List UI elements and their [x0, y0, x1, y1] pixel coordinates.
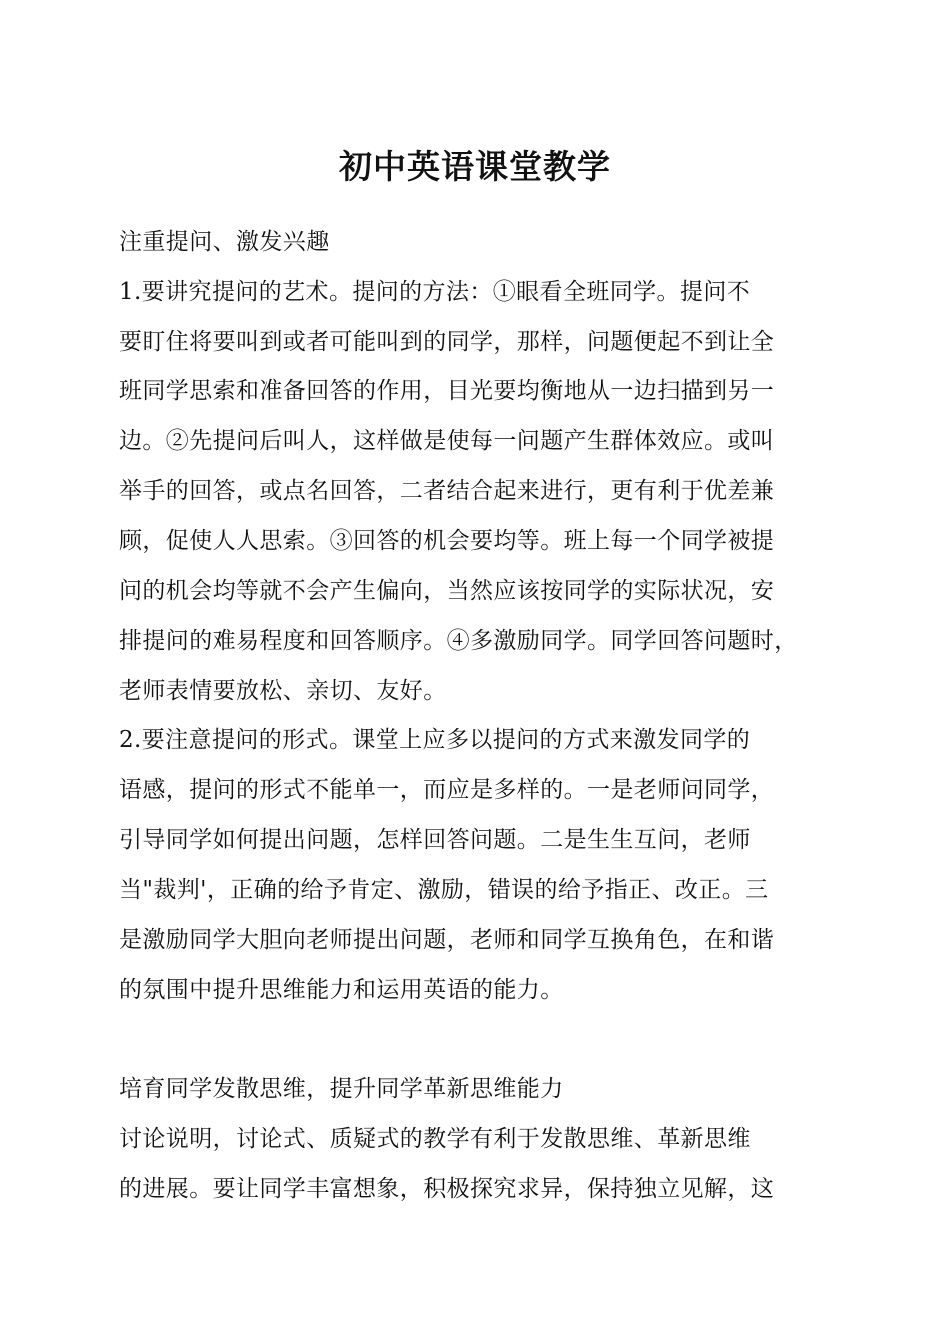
paragraph-line: 的氛围中提升思维能力和运用英语的能力。 [119, 977, 564, 1003]
document-title: 初中英语课堂教学 [339, 147, 611, 186]
paragraph-line: 讨论说明，讨论式、质疑式的教学有利于发散思维、革新思维 [119, 1126, 751, 1152]
paragraph-line: 老师表情要放松、亲切、友好。 [119, 678, 447, 704]
paragraph-line: 举手的回答，或点名回答，二者结合起来进行，更有利于优差兼 [119, 478, 775, 504]
paragraph-line: 2.要注意提问的形式。课堂上应多以提问的方式来激发同学的 [119, 727, 751, 753]
paragraph-line: 顾，促使人人思索。③回答的机会要均等。班上每一个同学被提 [119, 528, 775, 554]
paragraph-line: 问的机会均等就不会产生偏向，当然应该按同学的实际状况，安 [119, 578, 775, 604]
paragraph-line: 是激励同学大胆向老师提出问题，老师和同学互换角色，在和谐 [119, 927, 775, 953]
paragraph-line: 语感，提问的形式不能单一，而应是多样的。一是老师问同学， [119, 777, 775, 803]
paragraph-line: 要盯住将要叫到或者可能叫到的同学，那样，问题便起不到让全 [119, 329, 775, 355]
section-heading-divergent-thinking: 培育同学发散思维，提升同学革新思维能力 [119, 1076, 564, 1102]
paragraph-line: 的进展。要让同学丰富想象，积极探究求异，保持独立见解，这 [119, 1176, 775, 1202]
paragraph-line: 引导同学如何提出问题，怎样回答问题。二是生生互问，老师 [119, 827, 751, 853]
paragraph-line: 班同学思索和准备回答的作用，目光要均衡地从一边扫描到另一 [119, 378, 775, 404]
section-heading-questioning: 注重提问、激发兴趣 [119, 229, 330, 255]
paragraph-line: 1.要讲究提问的艺术。提问的方法：①眼看全班同学。提问不 [119, 279, 751, 305]
paragraph-line: 边。②先提问后叫人，这样做是使每一问题产生群体效应。或叫 [119, 428, 775, 454]
paragraph-line: 当"裁判'，正确的给予肯定、激励，错误的给予指正、改正。三 [119, 877, 769, 903]
paragraph-line: 排提问的难易程度和回答顺序。④多激励同学。同学回答问题时， [119, 628, 798, 654]
